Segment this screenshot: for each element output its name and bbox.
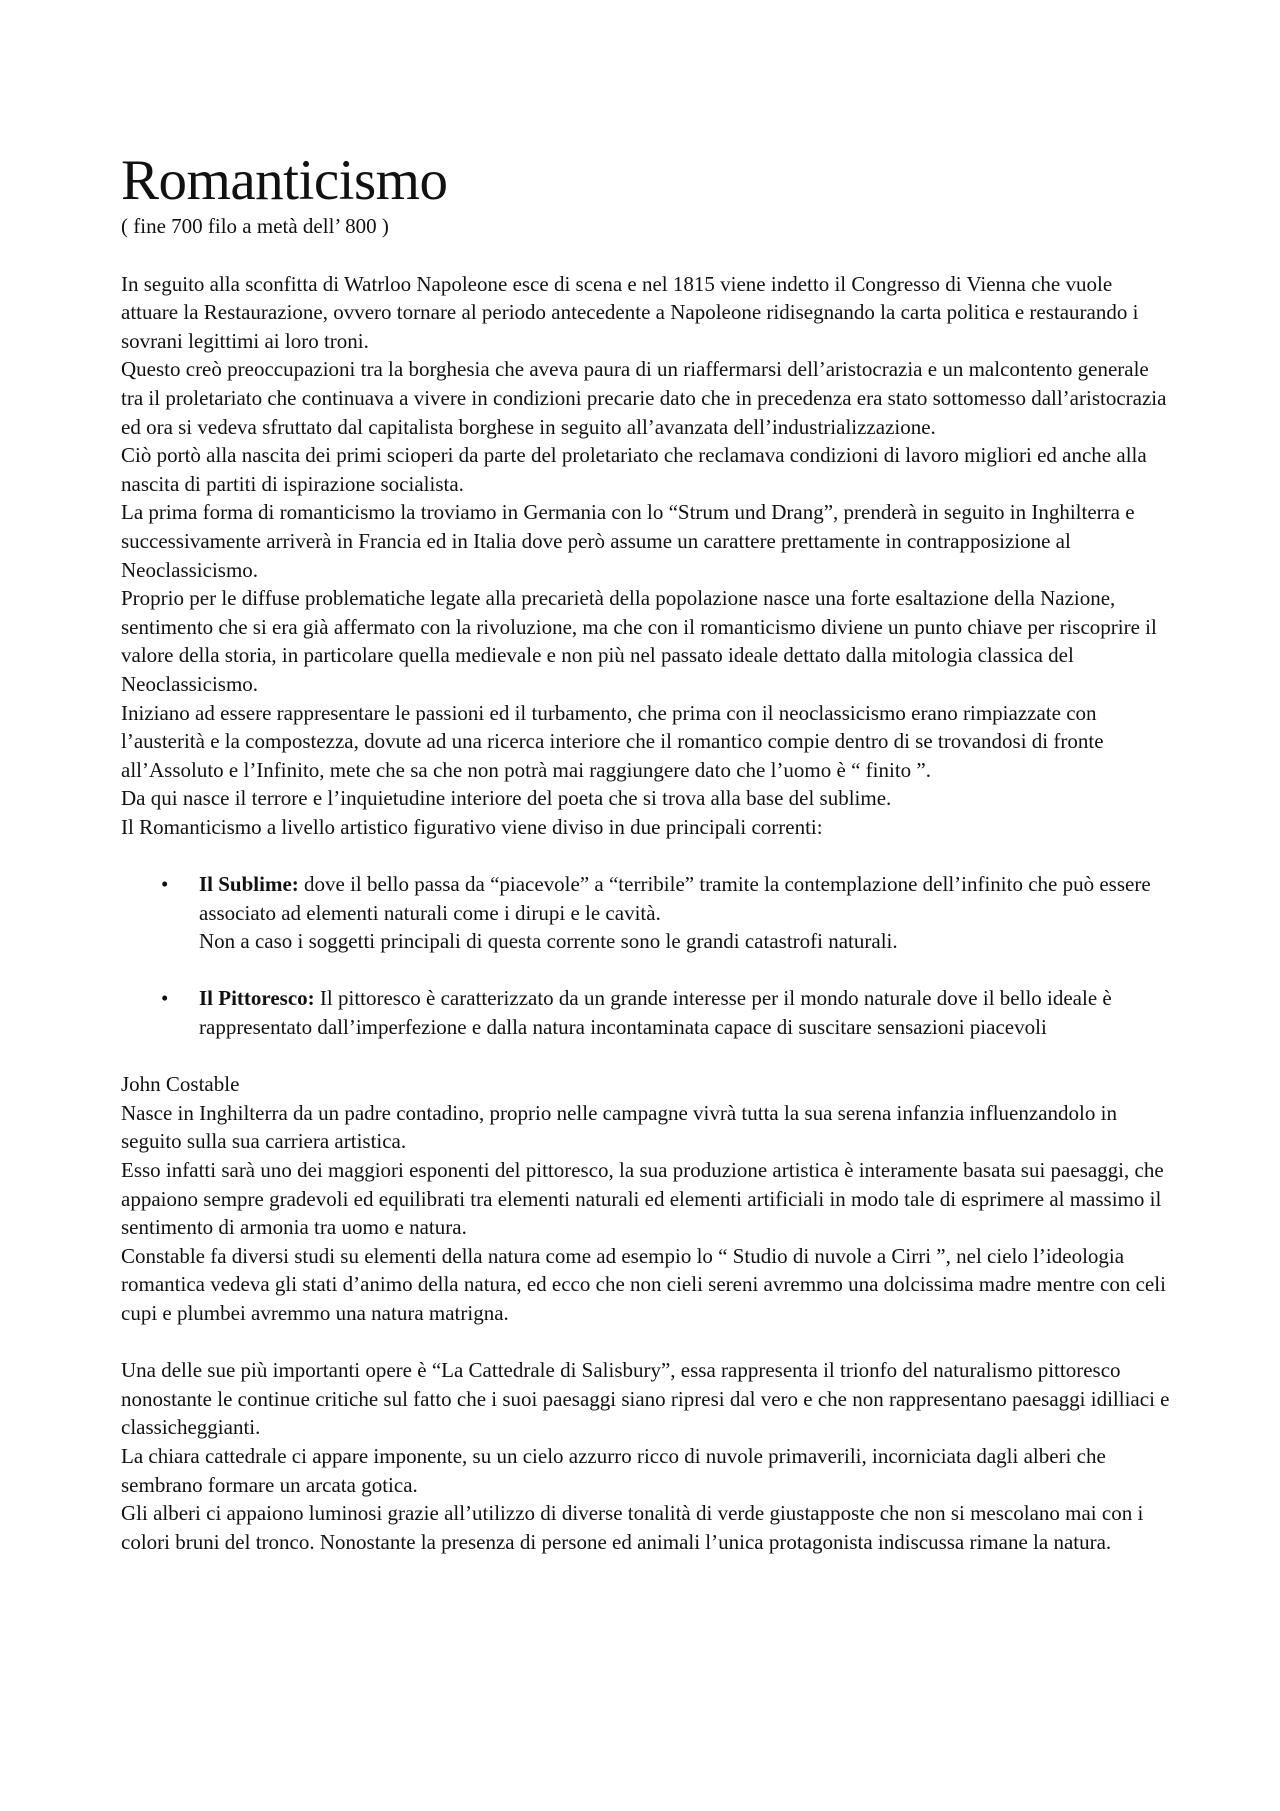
artist-paragraph: Constable fa diversi studi su elementi della natura come ad esempio lo “ Studio di nuvole a Cirri ”, nel cielo l’ideologia romantica vedeva gli stati d’animo della natura, ed ecco che non cieli sereni avremmo una dolcissima madre mentre con celi cupi e plumbei avremmo una natura matrigna. [121, 1243, 1166, 1325]
spacer [121, 1042, 1171, 1071]
artist-paragraph: Nasce in Inghilterra da un padre contadino, proprio nelle campagne vivrà tutta la sua serena infanzia influenzandolo in seguito sulla sua carriera artistica. [121, 1100, 1117, 1154]
intro-paragraph: Il Romanticismo a livello artistico figurativo viene diviso in due principali correnti: [121, 814, 823, 839]
spacer [121, 1328, 1171, 1357]
current-sublime [121, 870, 1171, 956]
currents-list [121, 870, 1171, 1042]
document-title: Romanticismo [121, 149, 448, 212]
spacer [121, 241, 1171, 270]
artist-name: John Costable [121, 1072, 240, 1097]
artist-paragraph: Esso infatti sarà uno dei maggiori esponenti del pittoresco, la sua produzione artistica è interamente basata sui paesaggi, che appaiono sempre gradevoli ed equilibrati tra elementi naturali ed elementi artificiali in modo tale di esprimere al massimo il sentimento di armonia tra uomo e natura. [121, 1158, 1164, 1240]
artwork-paragraph: Una delle sue più importanti opere è “La Cattedrale di Salisbury”, essa rappresenta il trionfo del naturalismo pittoresco nonostante le continue critiche sul fatto che i suoi paesaggi siano ripresi dal vero e che non rappresentano paesaggi idilliaci e classicheggianti. [121, 1358, 1170, 1440]
artwork-paragraph: Gli alberi ci appaiono luminosi grazie all’utilizzo di diverse tonalità di verde giustapposte che non si mescolano mai con i colori bruni del tronco. Nonostante la presenza di persone ed animali l’unica protagonista indiscussa rimane la natura. [121, 1501, 1144, 1554]
intro-paragraph: Ciò portò alla nascita dei primi scioperi da parte del proletariato che reclamava condizioni di lavoro migliori ed anche alla nascita di partiti di ispirazione socialista. [121, 443, 1147, 496]
current-extra: Non a caso i soggetti principali di questa corrente sono le grandi catastrofi naturali. [199, 929, 898, 954]
current-text: Il pittoresco è caratterizzato da un grande interesse per il mondo naturale dove il bello ideale è rappresentato dall’imperfezione e dalla natura incontaminata capace di suscitare sensazioni piacevoli [199, 986, 1112, 1040]
artwork-paragraph: La chiara cattedrale ci appare imponente, su un cielo azzurro ricco di nuvole primaverili, incorniciata dagli alberi che sembrano formare un arcata gotica. [121, 1443, 1106, 1497]
current-pittoresco [121, 984, 1171, 1041]
bullet-icon: • [161, 872, 169, 897]
bullet-icon: • [161, 986, 169, 1011]
intro-paragraph: Questo creò preoccupazioni tra la borghesia che aveva paura di un riaffermarsi dell’aristocrazia e un malcontento generale tra il proletariato che continuava a vivere in condizioni precarie dato che in precedenza era stato sottomesso dall’aristocrazia ed ora si vedeva sfruttato dal capitalista borghese in seguito all’avanzata dell’industrializzazione. [121, 357, 1167, 439]
intro-paragraph: Iniziano ad essere rappresentare le passioni ed il turbamento, che prima con il neoclassicismo erano rimpiazzate con l’austerità e la compostezza, dovute ad una ricerca interiore che il romantico compie dentro di se trovandosi di fronte all’Assoluto e l’Infinito, mete che sa che non potrà mai raggiungere dato che l’uomo è “ finito ”. [121, 700, 1104, 782]
spacer [121, 956, 1171, 985]
document-page [121, 150, 1171, 1556]
intro-paragraph: Da qui nasce il terrore e l’inquietudine interiore del poeta che si trova alla base del sublime. [121, 786, 892, 811]
document-subtitle: ( fine 700 filo a metà dell’ 800 ) [121, 214, 389, 238]
intro-paragraph: Proprio per le diffuse problematiche legate alla precarietà della popolazione nasce una forte esaltazione della Nazione, sentimento che si era già affermato con la rivoluzione, ma che con il romanticismo diviene un punto chiave per riscoprire il valore della storia, in particolare quella medievale e non più nel passato ideale dettato dalla mitologia classica del Neoclassicismo. [121, 586, 1157, 696]
intro-paragraph: La prima forma di romanticismo la troviamo in Germania con lo “Strum und Drang”, prenderà in seguito in Inghilterra e successivamente arriverà in Francia ed in Italia dove però assume un carattere prettamente in contrapposizione al Neoclassicismo. [121, 500, 1135, 582]
intro-paragraph: In seguito alla sconfitta di Watrloo Napoleone esce di scena e nel 1815 viene indetto il Congresso di Vienna che vuole attuare la Restaurazione, ovvero tornare al periodo antecedente a Napoleone ridisegnando la carta politica e restaurando i sovrani legittimi ai loro troni. [121, 271, 1139, 353]
current-text: dove il bello passa da “piacevole” a “terribile” tramite la contemplazione dell’infinito che può essere associato ad elementi naturali come i dirupi e le cavità. [199, 872, 1151, 925]
spacer [121, 841, 1171, 870]
current-label: Il Sublime: [199, 872, 299, 897]
current-label: Il Pittoresco: [199, 986, 315, 1011]
